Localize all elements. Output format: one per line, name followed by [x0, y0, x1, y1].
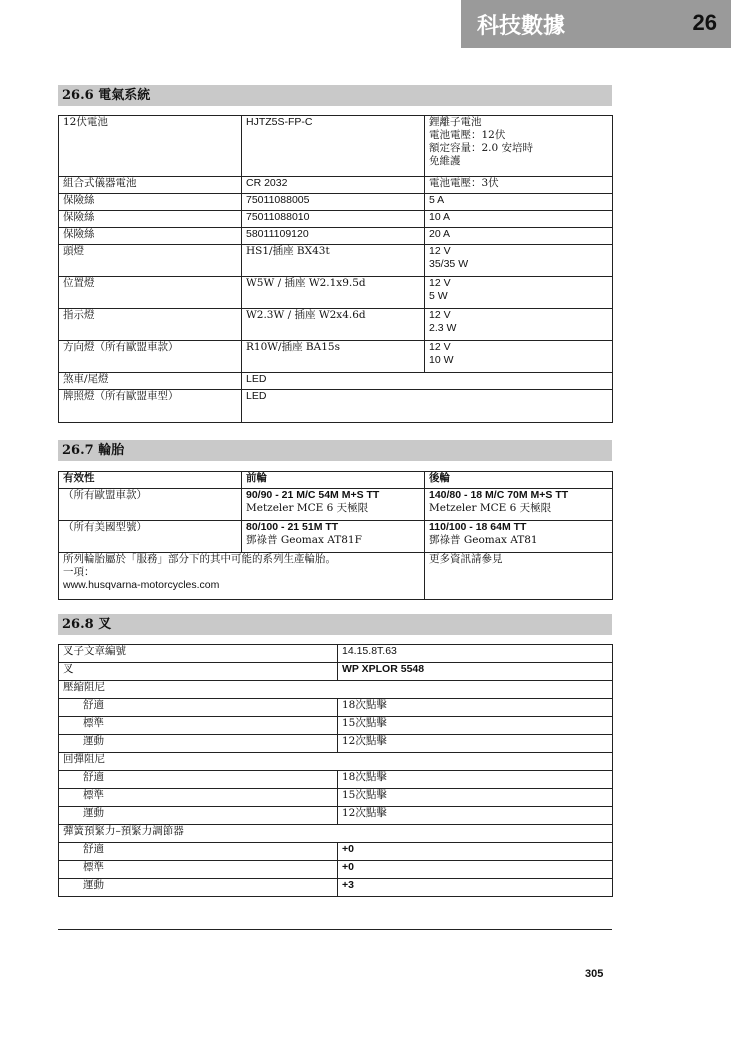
table-row [59, 390, 613, 423]
front-tire-brand: Metzeler MCE 6 天極限 [246, 502, 369, 514]
table-row [59, 843, 613, 861]
rear-tire-size: 110/100 - 18 64M TT [429, 521, 527, 533]
setting-label: 舒適 [59, 699, 338, 717]
rear-tire [425, 521, 613, 553]
item-label: 12伏電池 [59, 116, 242, 177]
spec-line: 12 V [429, 309, 451, 321]
item-spec: 電池電壓：3伏 [425, 177, 613, 194]
table-row [59, 807, 613, 825]
table-row [59, 735, 613, 753]
front-tire-size: 80/100 - 21 51M TT [246, 521, 339, 533]
item-label: 保險絲 [59, 211, 242, 228]
table-row [59, 245, 613, 277]
section-heading-tires: 26.7 輪胎 [58, 440, 612, 461]
setting-label: 舒適 [59, 771, 338, 789]
front-tire [242, 489, 425, 521]
column-header-front: 前輪 [242, 472, 425, 489]
table-row [59, 717, 613, 735]
table-row [59, 489, 613, 521]
section-heading-electrical: 26.6 電氣系統 [58, 85, 612, 106]
spec-line: 2.3 W [429, 322, 457, 334]
rear-tire-brand: 鄧祿普 Geomax AT81 [429, 534, 538, 546]
electrical-table [58, 115, 613, 423]
fork-value: WP XPLOR 5548 [338, 663, 613, 681]
setting-label: 標準 [59, 717, 338, 735]
tire-note [59, 553, 425, 600]
item-label: 煞車/尾燈 [59, 373, 242, 390]
chapter-header [461, 0, 731, 48]
spec-line: 35/35 W [429, 258, 469, 270]
table-row [59, 879, 613, 897]
column-header-rear: 後輪 [425, 472, 613, 489]
item-label: 方向燈（所有歐盟車款） [59, 341, 242, 373]
table-row [59, 825, 613, 843]
item-spec [425, 309, 613, 341]
table-row [59, 663, 613, 681]
table-row [59, 309, 613, 341]
tires-table [58, 471, 613, 600]
item-spec [425, 116, 613, 177]
section-heading-fork: 26.8 叉 [58, 614, 612, 635]
item-label: 頭燈 [59, 245, 242, 277]
fork-label: 叉 [59, 663, 338, 681]
page-number: 305 [585, 968, 604, 980]
spec-line: 額定容量：2.0 安培時 [429, 142, 534, 154]
item-value: 75011088010 [242, 211, 425, 228]
item-spec [425, 245, 613, 277]
table-note-row [59, 553, 613, 600]
spec-line: 電池電壓：12伏 [429, 129, 506, 141]
spec-line: 12 V [429, 341, 451, 353]
rear-tire [425, 489, 613, 521]
item-value: 75011088005 [242, 194, 425, 211]
setting-value: 15次點擊 [338, 789, 613, 807]
item-spec [425, 341, 613, 373]
spec-line: 12 V [429, 277, 451, 289]
table-row [59, 861, 613, 879]
table-row [59, 194, 613, 211]
rear-tire-size: 140/80 - 18 M/C 70M M+S TT [429, 489, 569, 501]
setting-label: 運動 [59, 735, 338, 753]
table-row [59, 373, 613, 390]
spec-line: 免維護 [429, 155, 461, 167]
item-value: R10W/插座 BA15s [242, 341, 425, 373]
setting-label: 運動 [59, 807, 338, 825]
column-header-validity: 有效性 [59, 472, 242, 489]
spec-line: 5 W [429, 290, 448, 302]
tire-note-text: 所列輪胎屬於「服務」部分下的其中可能的系列生產輪胎。 [63, 553, 336, 565]
tire-validity: （所有歐盟車款） [59, 489, 242, 521]
table-row [59, 177, 613, 194]
table-row [59, 116, 613, 177]
item-value: LED [242, 390, 613, 423]
setting-value: +0 [338, 843, 613, 861]
setting-value: 12次點擊 [338, 807, 613, 825]
setting-value: 15次點擊 [338, 717, 613, 735]
item-value: W2.3W / 插座 W2x4.6d [242, 309, 425, 341]
setting-label: 舒適 [59, 843, 338, 861]
footer-divider [58, 929, 612, 930]
spring-preload-label: 彈簧預緊力–預緊力調節器 [59, 825, 613, 843]
spec-line: 12 V [429, 245, 451, 257]
setting-value: +0 [338, 861, 613, 879]
fork-article-value: 14.15.8T.63 [338, 645, 613, 663]
item-label: 牌照燈（所有歐盟車型） [59, 390, 242, 423]
item-label: 組合式儀器電池 [59, 177, 242, 194]
setting-value: 12次點擊 [338, 735, 613, 753]
spec-line: 10 W [429, 354, 454, 366]
table-row [59, 771, 613, 789]
table-row [59, 211, 613, 228]
fork-table [58, 644, 613, 897]
item-value: HJTZ5S-FP-C [242, 116, 425, 177]
item-value: CR 2032 [242, 177, 425, 194]
front-tire [242, 521, 425, 553]
table-header-row [59, 472, 613, 489]
table-row [59, 277, 613, 309]
item-spec: 10 A [425, 211, 613, 228]
setting-value: +3 [338, 879, 613, 897]
table-row [59, 753, 613, 771]
setting-value: 18次點擊 [338, 699, 613, 717]
tire-note-more: 更多資訊請參見 [425, 553, 613, 600]
setting-label: 運動 [59, 879, 338, 897]
item-label: 位置燈 [59, 277, 242, 309]
tire-note-url[interactable]: www.husqvarna-motorcycles.com [63, 579, 220, 591]
item-spec: 5 A [425, 194, 613, 211]
table-row [59, 645, 613, 663]
tire-note-prefix: 一項： [63, 566, 95, 578]
table-row [59, 228, 613, 245]
item-label: 保險絲 [59, 194, 242, 211]
chapter-number: 26 [692, 10, 717, 35]
item-spec [425, 277, 613, 309]
item-value: W5W / 插座 W2.1x9.5d [242, 277, 425, 309]
item-value: LED [242, 373, 613, 390]
table-row [59, 521, 613, 553]
front-tire-brand: 鄧祿普 Geomax AT81F [246, 534, 362, 546]
rebound-damping-label: 回彈阻尼 [59, 753, 613, 771]
item-label: 指示燈 [59, 309, 242, 341]
table-row [59, 341, 613, 373]
rear-tire-brand: Metzeler MCE 6 天極限 [429, 502, 552, 514]
item-spec: 20 A [425, 228, 613, 245]
fork-article-label: 叉子文章編號 [59, 645, 338, 663]
item-value: 58011109120 [242, 228, 425, 245]
tire-validity: （所有美國型號） [59, 521, 242, 553]
compression-damping-label: 壓縮阻尼 [59, 681, 613, 699]
spec-line: 鋰離子電池 [429, 116, 482, 128]
front-tire-size: 90/90 - 21 M/C 54M M+S TT [246, 489, 380, 501]
item-label: 保險絲 [59, 228, 242, 245]
setting-label: 標準 [59, 861, 338, 879]
table-row [59, 681, 613, 699]
table-row [59, 789, 613, 807]
table-row [59, 699, 613, 717]
setting-label: 標準 [59, 789, 338, 807]
item-value: HS1/插座 BX43t [242, 245, 425, 277]
chapter-title: 科技數據 [477, 13, 566, 39]
setting-value: 18次點擊 [338, 771, 613, 789]
